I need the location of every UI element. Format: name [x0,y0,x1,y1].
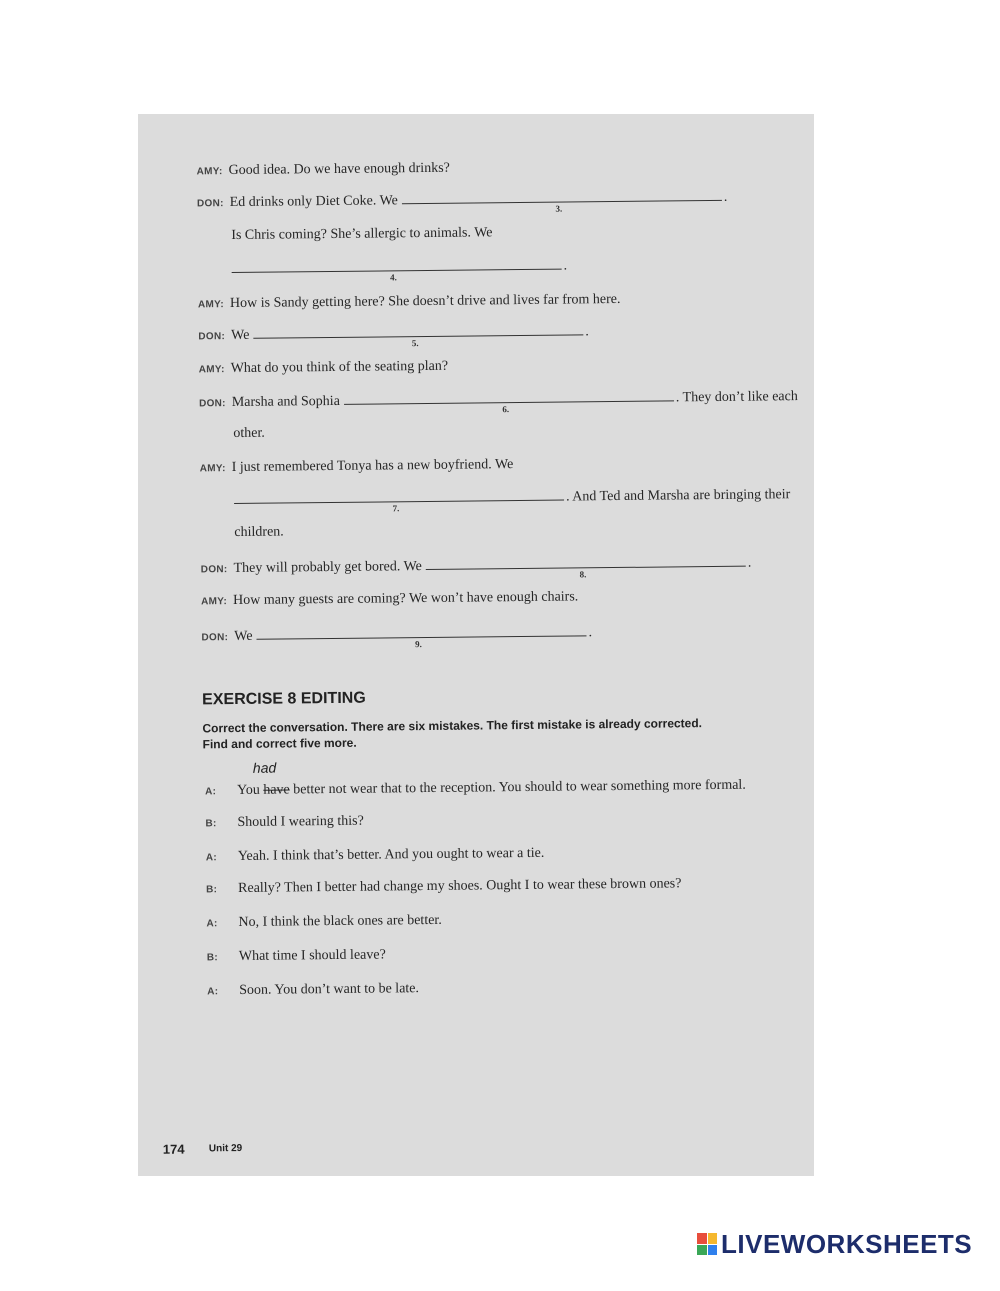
line-text[interactable]: Really? Then I better had change my shoes. Ought I to wear these brown ones? [238,876,682,896]
struck-word: have [263,782,290,798]
speaker-label: DON: [198,398,226,410]
dialogue-line [201,589,578,609]
logo-mark-square [697,1233,707,1244]
exercise-line-1 [205,778,746,800]
speaker-label: AMY: [197,299,225,311]
line-text-after: . [585,324,589,340]
dialogue-line [201,623,593,650]
answer-blank[interactable] [234,488,564,514]
blank-number: 7. [392,503,400,514]
dialogue-line [198,292,621,312]
worksheet-page [138,114,814,1176]
speaker-label: A: [206,918,218,930]
blank-number: 3. [555,203,563,214]
line-text-after: . [588,625,593,641]
answer-blank[interactable] [402,188,722,214]
worksheet-photo [138,114,814,1176]
page-number: 174 [162,1141,185,1157]
answer-blank[interactable] [256,623,586,650]
speaker-label: A: [205,786,217,798]
exercise-title: EXERCISE 8 EDITING [202,689,366,709]
line-text: We [234,628,253,645]
correction-text: had [252,759,277,776]
dialogue-line [233,426,265,442]
line-text: Good idea. Do we have enough drinks? [228,160,450,179]
dialogue-line [198,387,798,415]
dialogue-line [234,485,791,514]
dialogue-line [198,322,589,349]
line-text-after: . And Ted and Marsha are bringing their [565,487,791,505]
exercise-line [206,846,545,866]
logo-mark-square [708,1245,718,1256]
unit-label: Unit 29 [208,1142,243,1155]
exercise-line [207,947,386,965]
answer-blank[interactable] [426,554,746,580]
line-text: They will probably get bored. We [233,559,422,577]
speaker-label: DON: [201,632,229,644]
blank-number: 6. [502,404,510,415]
exercise-line [206,876,681,897]
answer-blank[interactable] [232,257,562,283]
line-text[interactable]: Soon. You don’t want to be late. [239,981,420,998]
dialogue-line [232,257,568,283]
line-text: I just remembered Tonya has a new boyfriend. We [231,457,514,476]
line-text-after: . [723,189,728,205]
blank-number: 9. [414,639,422,650]
line-text-after: . [563,258,568,274]
line-text: How is Sandy getting here? She doesn’t drive and lives far from here. [229,291,621,312]
dialogue-line [201,554,752,578]
speaker-label: DON: [198,331,226,343]
blank-number: 4. [390,272,397,283]
blank-number: 8. [579,569,587,580]
line-text-after: . They don’t like each [675,389,798,406]
exercise-line [206,913,441,931]
dialogue-line [200,457,514,476]
dialogue-line [199,359,449,378]
line-text: children. [234,524,284,541]
speaker-label: DON: [200,564,228,576]
speaker-label: A: [207,986,219,998]
line-text: other. [233,425,265,442]
line-text[interactable]: No, I think the black ones are better. [238,912,442,930]
logo-mark-square [708,1233,718,1244]
line-text: Is Chris coming? She’s allergic to animals. We [231,225,493,244]
speaker-label: AMY: [198,364,225,376]
speaker-label: B: [206,884,218,896]
line-text: Ed drinks only Diet Coke. We [229,193,398,211]
exercise-line [205,814,364,832]
speaker-label: B: [205,818,217,830]
speaker-label: DON: [196,198,224,210]
exercise-instruction-2: Find and correct five more. [202,735,357,752]
line-text: We [231,327,250,344]
blank-number: 5. [411,338,419,349]
answer-blank[interactable] [344,388,674,415]
speaker-label: AMY: [196,166,223,178]
line-text: What do you think of the seating plan? [230,358,449,377]
speaker-label: A: [205,852,218,864]
logo-mark-square [697,1245,707,1256]
line-text[interactable]: Yeah. I think that’s better. And you ought to wear a tie. [237,845,545,864]
logo-mark-icon [697,1233,717,1255]
dialogue-line [197,161,450,180]
speaker-label: AMY: [201,596,228,608]
dialogue-line [234,524,284,541]
line-text: How many guests are coming? We won’t have enough chairs. [233,589,579,609]
liveworksheets-logo [697,1230,972,1258]
line-text-post: better not wear that to the reception. You should to wear something more formal. [293,777,746,798]
line-text[interactable]: Should I wearing this? [237,813,364,830]
answer-blank[interactable] [253,322,583,349]
exercise-line [207,981,419,999]
brand-name: LIVEWORKSHEETS [721,1228,973,1259]
speaker-label: B: [206,952,219,964]
dialogue-line [197,188,728,212]
line-text: Marsha and Sophia [231,393,340,411]
line-text-pre: You [237,782,260,798]
line-text-after: . [747,555,752,571]
exercise-instruction-1: Correct the conversation. There are six mistakes. The first mistake is already corrected. [202,716,703,736]
dialogue-line [231,225,492,244]
speaker-label: AMY: [199,463,226,475]
line-text[interactable]: What time I should leave? [238,947,386,964]
